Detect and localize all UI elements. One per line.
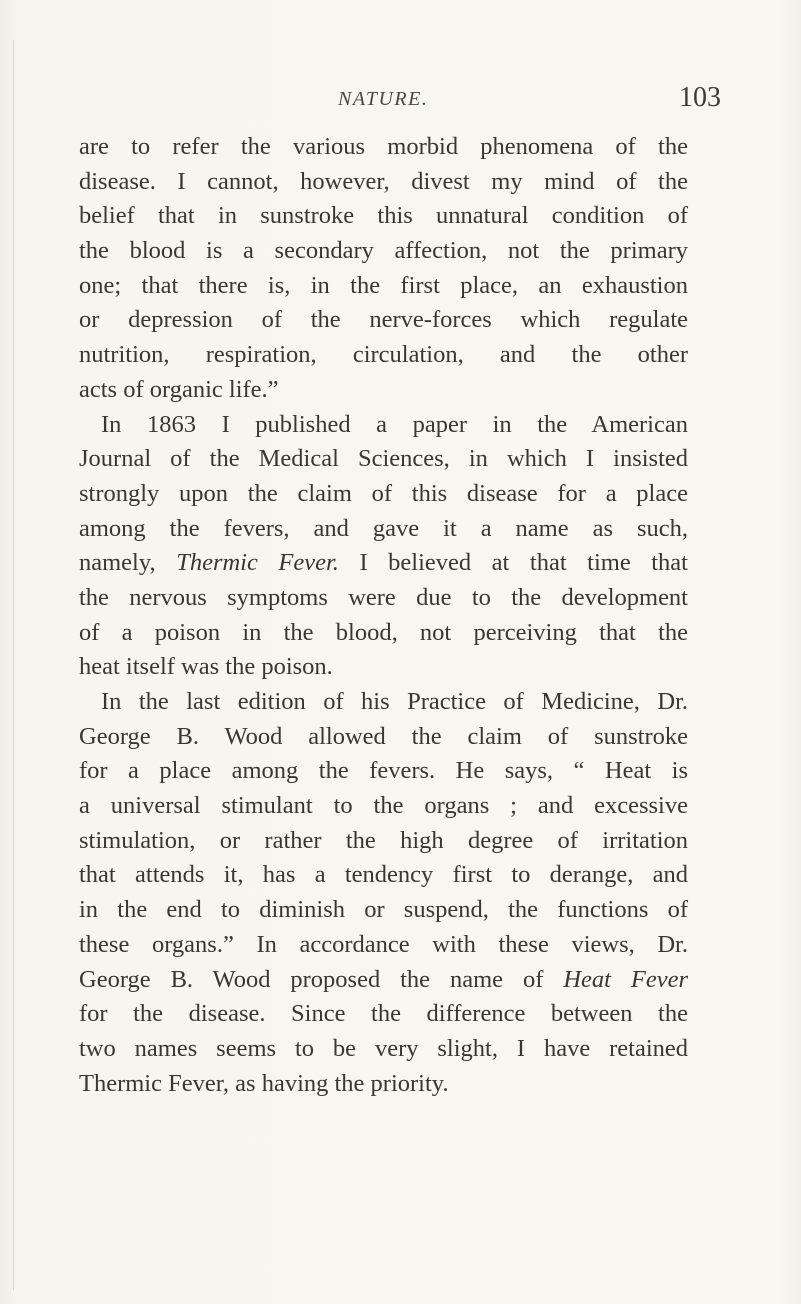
running-head <box>0 82 801 116</box>
page-edge-shadow <box>13 40 14 1290</box>
text-line: stimulation, or rather the high degree of irritation <box>79 826 688 854</box>
text-line: in the end to diminish or suspend, the functions of <box>79 896 688 924</box>
running-title: NATURE. <box>338 88 429 110</box>
text-line: Journal of the Medical Sciences, in which I insisted <box>79 445 688 473</box>
text-line: that attends it, has a tendency first to derange, and <box>79 861 688 889</box>
text-line: belief that in sunstroke this unnatural condition of <box>79 202 688 230</box>
text-line: strongly upon the claim of this disease for a place <box>79 479 688 507</box>
text-segment: I believed at that time that <box>338 549 688 577</box>
text-line-with-italic <box>79 963 688 998</box>
text-line: a universal stimulant to the organs ; and excessive <box>79 792 688 820</box>
text-line: for the disease. Since the difference between the <box>79 1000 688 1028</box>
text-line: Thermic Fever, as having the priority. <box>79 1069 449 1097</box>
text-line: the nervous symptoms were due to the development <box>79 583 688 611</box>
text-line: disease. I cannot, however, divest my mind of the <box>79 167 688 195</box>
text-line-with-italic <box>79 546 688 581</box>
italic-term-heat-fever: Heat Fever <box>563 965 689 993</box>
paragraph-first-line: In the last edition of his Practice of Medicine, Dr. <box>101 688 688 715</box>
text-line: acts of organic life.” <box>79 375 279 403</box>
text-line: or depression of the nerve-forces which regulate <box>79 306 688 334</box>
text-line: heat itself was the poison. <box>79 653 333 681</box>
text-segment: namely, <box>79 549 177 577</box>
page-number: 103 <box>679 82 721 113</box>
text-line: the blood is a secondary affection, not the primary <box>79 237 688 265</box>
text-line: two names seems to be very slight, I have retained <box>79 1034 688 1062</box>
text-line: these organs.” In accordance with these views, Dr. <box>79 930 688 958</box>
text-line: are to refer the various morbid phenomena of the <box>79 133 688 160</box>
text-line: among the fevers, and gave it a name as such, <box>79 514 688 542</box>
text-line: of a poison in the blood, not perceiving that the <box>79 618 688 646</box>
paragraph-first-line: In 1863 I published a paper in the American <box>101 410 688 438</box>
italic-term-thermic-fever: Thermic Fever. <box>176 549 339 577</box>
text-segment: George B. Wood proposed the name of <box>79 965 564 993</box>
body-text <box>79 130 688 1101</box>
text-line: George B. Wood allowed the claim of sunstroke <box>79 722 688 750</box>
text-line: for a place among the fevers. He says, “ Heat is <box>79 757 688 785</box>
text-line: one; that there is, in the first place, an exhaustion <box>79 271 688 299</box>
text-line: nutrition, respiration, circulation, and the other <box>79 341 688 369</box>
